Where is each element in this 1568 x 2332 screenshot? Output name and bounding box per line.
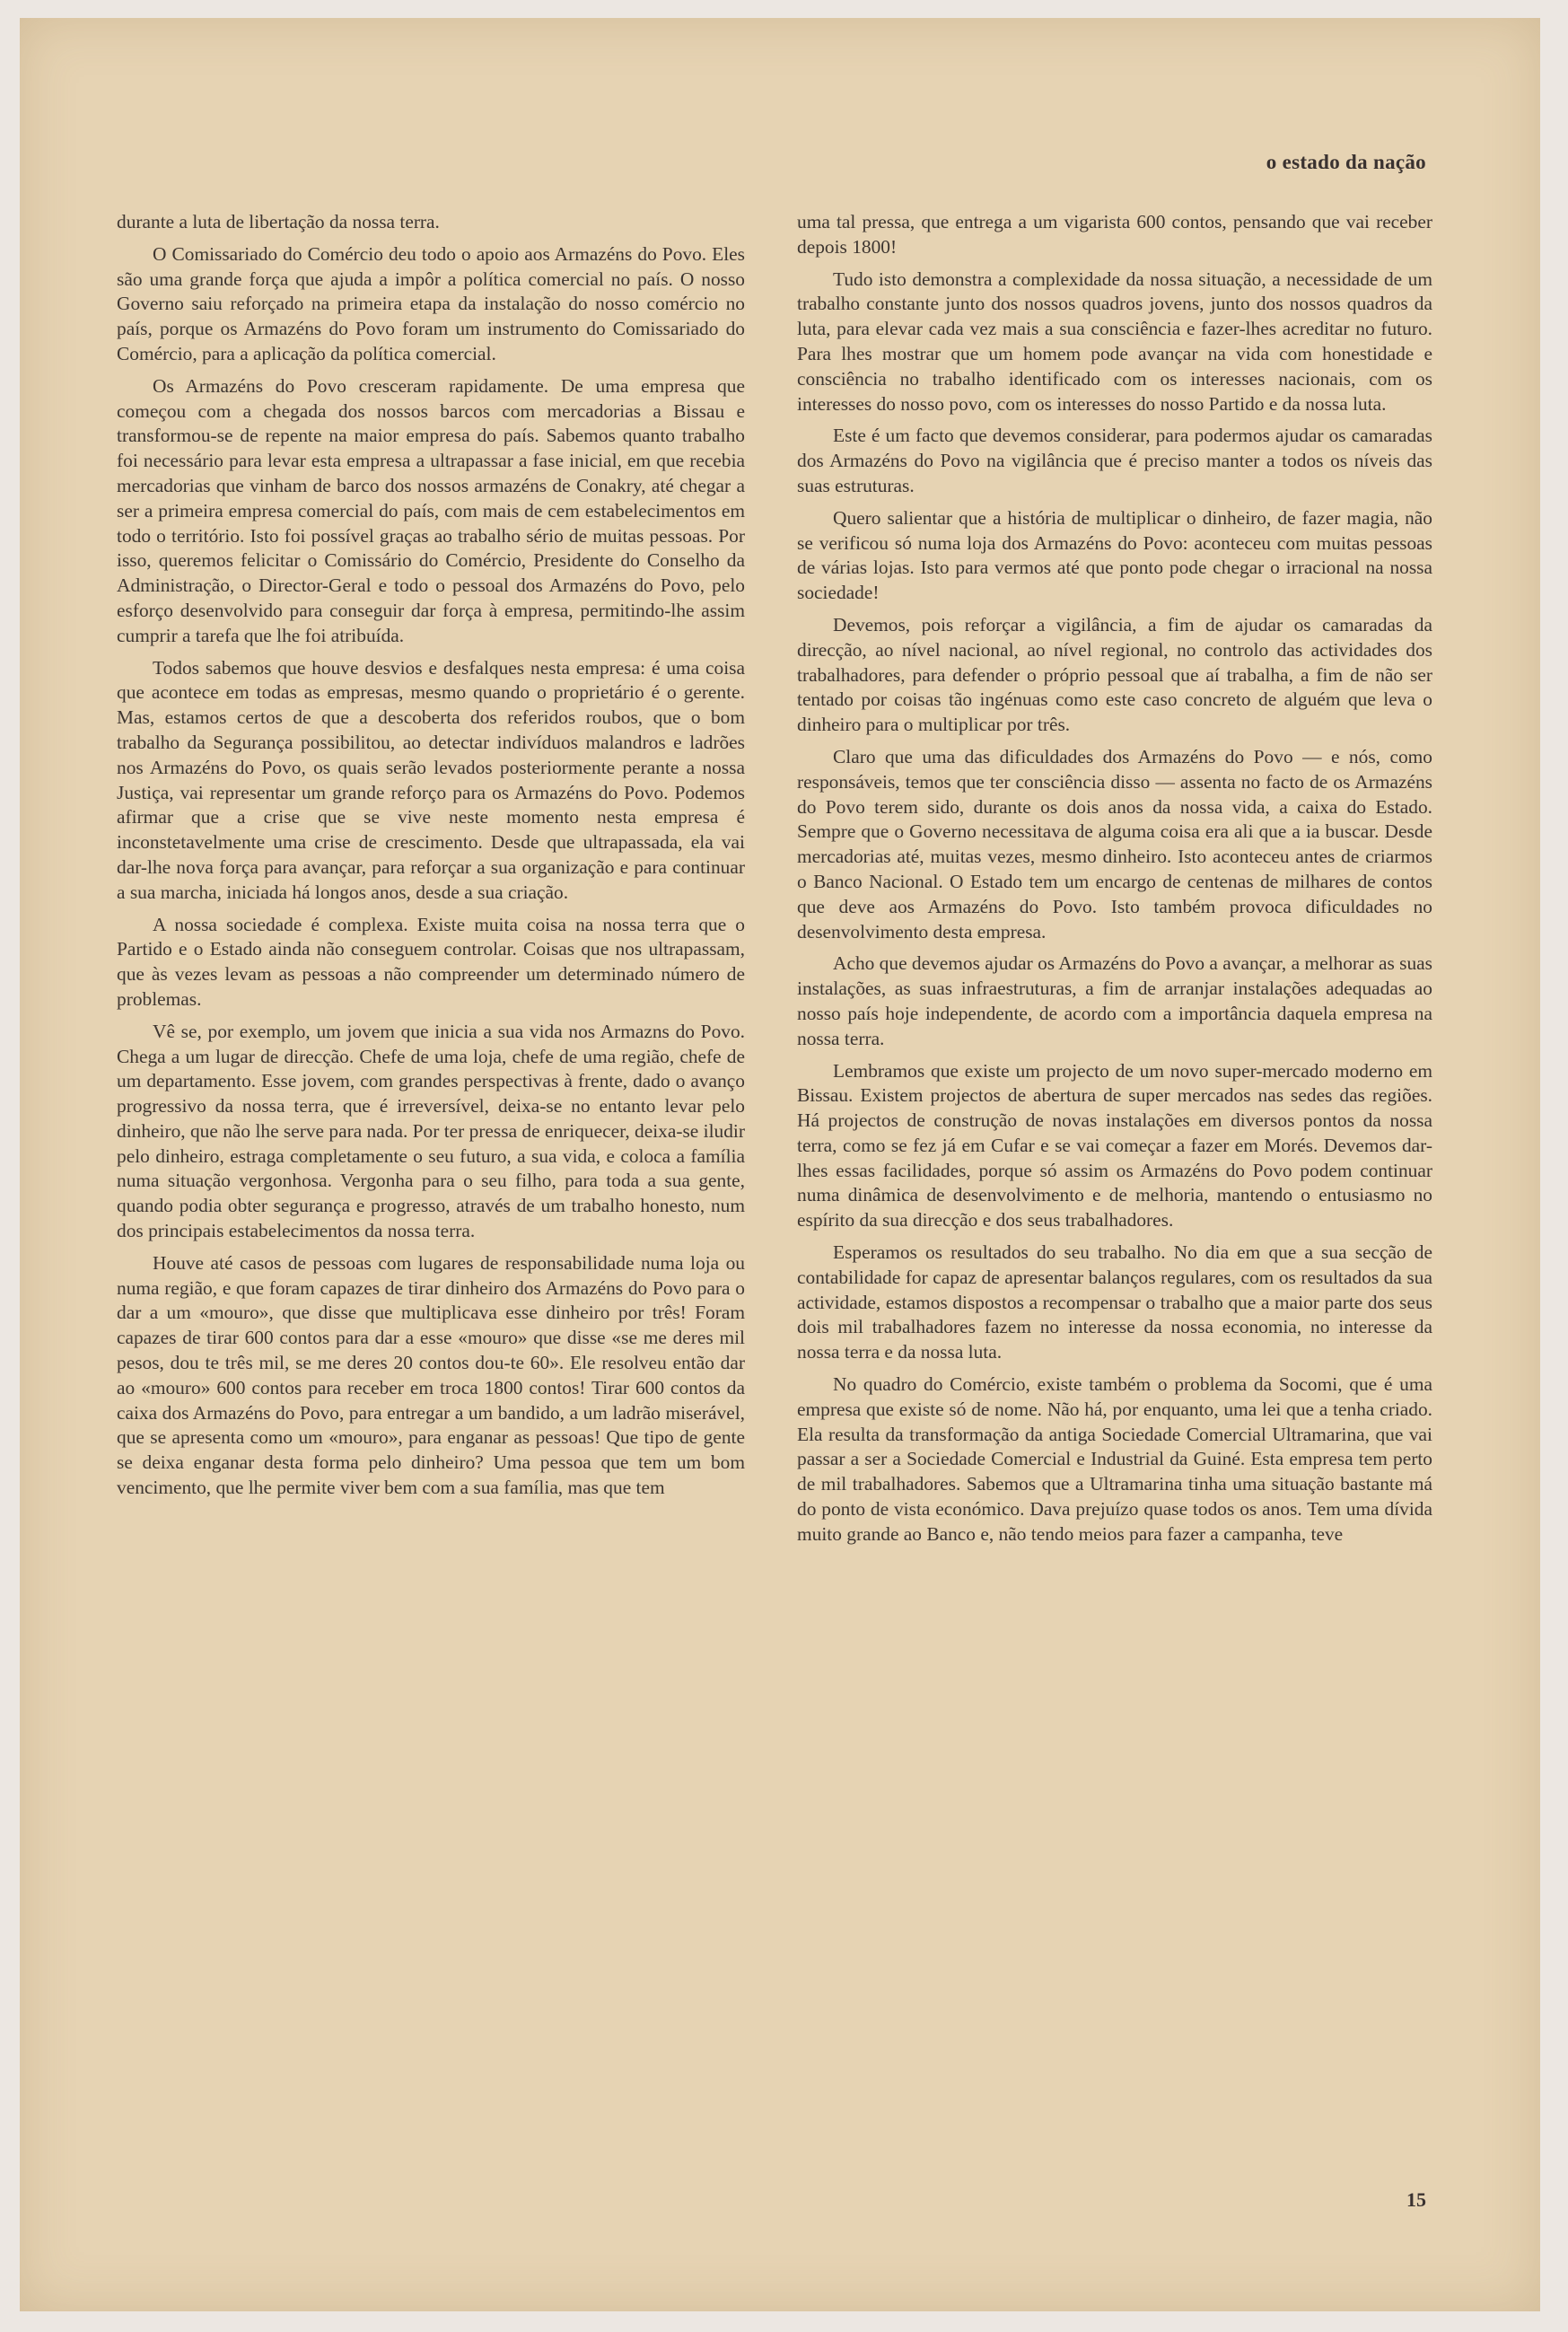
paragraph: Devemos, pois reforçar a vigilância, a fim de ajudar os camaradas da direcção, ao nível nacional, ao nível regional, no controlo das actividades dos trabalhadores, para defender o próprio pessoal que aí trabalha, a fim de não ser tentado por coisas tão ingénuas como este caso concreto de alguém que leva o dinheiro para o multiplicar por três. [797, 613, 1432, 736]
document-page [20, 18, 1540, 2311]
paragraph: No quadro do Comércio, existe também o problema da Socomi, que é uma empresa que existe só de nome. Não há, por enquanto, uma lei que a tenha criado. Ela resulta da transformação da antiga Sociedade Comercial Ultramarina, que vai passar a ser a Sociedade Comercial e Industrial da Guiné. Esta empresa tem perto de mil trabalhadores. Sabemos que a Ultramarina tinha uma situação bastante má do ponto de vista económico. Dava prejuízo quase todos os anos. Tem uma dívida muito grande ao Banco e, não tendo meios para fazer a campanha, teve [797, 1373, 1432, 1545]
paragraph: Tudo isto demonstra a complexidade da nossa situação, a necessidade de um trabalho constante junto dos nossos quadros jovens, junto dos nossos quadros da luta, para elevar cada vez mais a sua consciência e fazer-lhes acreditar no futuro. Para lhes mostrar que um homem pode avançar na vida com honestidade e consciência no trabalho identificado com os interesses nacionais, com os interesses do nosso povo, com os interesses do nosso Partido e da nossa luta. [797, 267, 1432, 415]
left-column [117, 210, 745, 1508]
paragraph: Os Armazéns do Povo cresceram rapidamente. De uma empresa que começou com a chegada dos nossos barcos com mercadorias a Bissau e transformou-se de repente na maior empresa do país. Sabemos quanto trabalho foi necessário para levar esta empresa a ultrapassar a fase inicial, em que recebia mercadorias que vinham de barco dos nossos armazéns de Conakry, até chegar a ser a primeira empresa comercial do país, com mais de cem estabelecimentos em todo o território. Isto foi possível graças ao trabalho sério de muitas pessoas. Por isso, queremos felicitar o Comissário do Comércio, Presidente do Conselho da Administração, o Director-Geral e todo o pessoal dos Armazéns do Povo, pelo esforço desenvolvido para conseguir dar força à empresa, permitindo-lhe assim cumprir a tarefa que lhe foi atribuída. [117, 374, 745, 646]
paragraph: Todos sabemos que houve desvios e desfalques nesta empresa: é uma coisa que acontece em todas as empresas, mesmo quando o proprietário é o gerente. Mas, estamos certos de que a descoberta dos referidos roubos, que o bom trabalho da Segurança possibilitou, ao detectar indivíduos malandros e ladrões nos Armazéns do Povo, os quais serão levados posteriormente perante a nossa Justiça, vai representar um grande reforço para os Armazéns do Povo. Podemos afirmar que a crise que se vive neste momento nesta empresa é inconstetavelmente uma crise de crescimento. Desde que ultrapassada, ela vai dar-lhe nova força para avançar, para reforçar a sua organização e para continuar a sua marcha, iniciada há longos anos, desde a sua criação. [117, 656, 745, 903]
paragraph: Acho que devemos ajudar os Armazéns do Povo a avançar, a melhorar as suas instalações, as suas infraestruturas, a fim de arranjar instalações adequadas ao nosso país hoje independente, de acordo com a importância daquela empresa na nossa terra. [797, 952, 1432, 1049]
paragraph: Quero salientar que a história de multiplicar o dinheiro, de fazer magia, não se verificou só numa loja dos Armazéns do Povo: aconteceu com muitas pessoas de várias lojas. Isto para vermos até que ponto pode chegar o irracional na nossa sociedade! [797, 506, 1432, 604]
paragraph: Esperamos os resultados do seu trabalho. No dia em que a sua secção de contabilidade for capaz de apresentar balanços regulares, com os resultados da sua actividade, estamos dispostos a recompensar o trabalho que a maior parte dos seus dois mil trabalhadores fazem no interesse da nossa economia, no interesse da nossa terra e da nossa luta. [797, 1241, 1432, 1363]
running-title: o estado da nação [1266, 151, 1426, 173]
paragraph: Vê se, por exemplo, um jovem que inicia a sua vida nos Armazns do Povo. Chega a um lugar de direcção. Chefe de uma loja, chefe de uma região, chefe de um departamento. Esse jovem, com grandes perspectivas à frente, dado o avanço progressivo da nossa terra, que é irreversível, deixa-se no entanto levar pelo dinheiro, que não lhe serve para nada. Por ter pressa de enriquecer, deixa-se iludir pelo dinheiro, estraga completamente o seu futuro, a sua vida, e coloca a família numa situação vergonhosa. Vergonha para o seu filho, para toda a sua gente, quando podia obter segurança e progresso, através de um trabalho honesto, num dos principais estabelecimentos da nossa terra. [117, 1020, 745, 1242]
paragraph: Lembramos que existe um projecto de um novo super-mercado moderno em Bissau. Existem projectos de abertura de super mercados nas sedes das regiões. Há projectos de construção de novas instalações em diversos pontos da nossa terra, como se fez já em Cufar e se vai começar a fazer em Morés. Devemos dar-lhes essas facilidades, porque só assim os Armazéns do Povo podem continuar numa dinâmica de desenvolvimento e de melhoria, mantendo o entusiasmo no espírito da sua direcção e dos seus trabalhadores. [797, 1059, 1432, 1232]
paragraph: O Comissariado do Comércio deu todo o apoio aos Armazéns do Povo. Eles são uma grande força que ajuda a impôr a política comercial no país. O nosso Governo saiu reforçado na primeira etapa da instalação do nosso comércio no país, porque os Armazéns do Povo foram um instrumento do Comissariado do Comércio, para a aplicação da política comercial. [117, 242, 745, 364]
paragraph: Este é um facto que devemos considerar, para podermos ajudar os camaradas dos Armazéns do Povo na vigilância que é preciso manter a todos os níveis das suas estruturas. [797, 425, 1432, 496]
paragraph: uma tal pressa, que entrega a um vigarista 600 contos, pensando que vai receber depois 1800! [797, 211, 1432, 258]
paragraph: Houve até casos de pessoas com lugares de responsabilidade numa loja ou numa região, e que foram capazes de tirar dinheiro dos Armazéns do Povo para o dar a um «mouro», que disse que multiplicava esse dinheiro por três! Foram capazes de tirar 600 contos para dar a esse «mouro» que disse «se me deres mil pesos, dou te três mil, se me deres 20 contos dou-te 60». Ele resolveu então dar ao «mouro» 600 contos para receber em troca 1800 contos! Tirar 600 contos da caixa dos Armazéns do Povo, para entregar a um bandido, a um ladrão miserável, que se apresenta como um «mouro», para enganar as pessoas! Que tipo de gente se deixa enganar desta forma pelo dinheiro? Uma pessoa que tem um bom vencimento, que lhe permite viver bem com a sua família, mas que tem [117, 1251, 745, 1499]
right-column [797, 210, 1432, 1555]
paragraph: durante a luta de libertação da nossa terra. [117, 211, 440, 232]
paragraph: A nossa sociedade é complexa. Existe muita coisa na nossa terra que o Partido e o Estado ainda não conseguem controlar. Coisas que nos ultrapassam, que às vezes levam as pessoas a não compreender um determinado número de problemas. [117, 913, 745, 1010]
page-number: 15 [1406, 2188, 1426, 2211]
paragraph: Claro que uma das dificuldades dos Armazéns do Povo — e nós, como responsáveis, temos que ter consciência disso — assenta no facto de os Armazéns do Povo terem sido, durante os dois anos da nossa vida, a caixa do Estado. Sempre que o Governo necessitava de alguma coisa era ali que a ia buscar. Desde mercadorias até, muitas vezes, mesmo dinheiro. Isto aconteceu antes de criarmos o Banco Nacional. O Estado tem um encargo de centenas de milhares de contos que deve aos Armazéns do Povo. Isto também provoca dificuldades no desenvolvimento desta empresa. [797, 745, 1432, 942]
